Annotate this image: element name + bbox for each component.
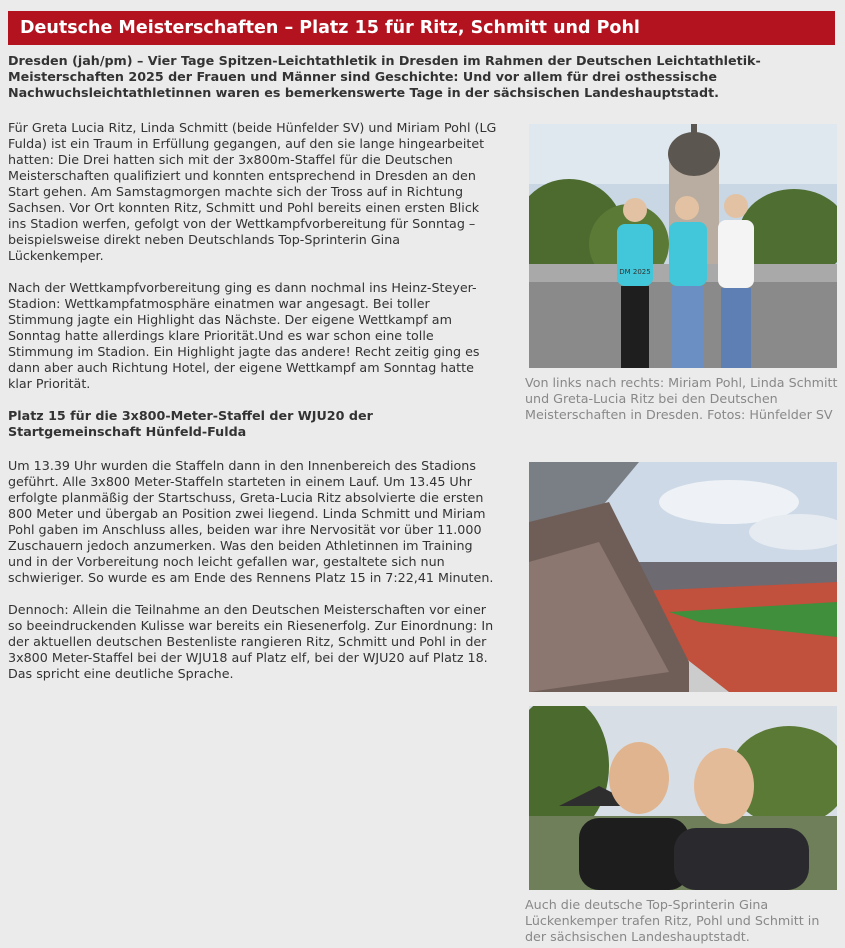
- article-subheading: Platz 15 für die 3x800-Meter-Staffel der WJU20 der Startgemeinschaft Hünfeld-Fulda: [8, 408, 373, 439]
- article-body: [8, 120, 498, 698]
- article-title: Deutsche Meisterschaften – Platz 15 für Ritz, Schmitt und Pohl: [8, 11, 835, 45]
- photo-selfie[interactable]: [529, 706, 837, 890]
- body-paragraph: Um 13.39 Uhr wurden die Staffeln dann in den Innenbereich des Stadions geführt. Alle 3x800 Meter-Staffeln starteten in einem Lauf. Um 13.45 Uhr erfolgte planmäßig der Startschuss, Greta-Lucia Ritz absolvierte die ersten 800 Meter und übergab an Position zwei liegend. Linda Schmitt und Miriam Pohl gaben im Anschluss alles, beiden war ihre Nervosität vor über 11.000 Zuschauern jedoch anzumerken. Was den beiden Athletinnen im Training und in der Vorbereitung noch leicht gefallen war, gestaltete sich nun schwieriger. So wurde es am Ende des Rennens Platz 15 in 7:22,41 Minuten.: [8, 458, 494, 585]
- article-lead: Dresden (jah/pm) – Vier Tage Spitzen-Leichtathletik in Dresden im Rahmen der Deutschen Leichtathletik-Meisterschaften 2025 der Frauen und Männer sind Geschichte: Und vor allem für drei osthessische Nachwuchsleichtathletinnen waren es bemerkenswerte Tage in der sächsischen Landeshauptstadt.: [8, 53, 761, 100]
- photo-caption: Von links nach rechts: Miriam Pohl, Linda Schmitt und Greta-Lucia Ritz bei den Deutschen Meisterschaften in Dresden. Fotos: Hünfelder SV: [525, 375, 838, 422]
- photo-selfie-image: [529, 706, 837, 890]
- body-paragraph: Nach der Wettkampfvorbereitung ging es dann nochmal ins Heinz-Steyer-Stadion: Wettkampfatmosphäre einatmen war angesagt. Bei toller Stimmung jagte ein Highlight das Nächste. Der eigene Wettkampf am Sonntag hatte allerdings klare Priorität.Und es war schon eine tolle Stimmung im Stadion. Ein Highlight jagte das andere! Recht zeitig ging es dann aber auch Richtung Hotel, der eigene Wettkampf am Sonntag hatte klar Priorität.: [8, 280, 480, 391]
- shirt-text: DM 2025: [619, 268, 651, 276]
- body-paragraph: Für Greta Lucia Ritz, Linda Schmitt (beide Hünfelder SV) und Miriam Pohl (LG Fulda) ist ein Traum in Erfüllung gegangen, auf den sie lange hingearbeitet hatten: Die Drei hatten sich mit der 3x800m-Staffel für die Deutschen Meisterschaften qualifiziert und konnten entsprechend in Dresden an den Start gehen. Am Samstagmorgen machte sich der Tross auf in Richtung Sachsen. Vor Ort konnten Ritz, Schmitt und Pohl bereits einen ersten Blick ins Stadion werfen, gefolgt von der Wettkampfvorbereitung für Sonntag – beispielsweise direkt neben Deutschlands Top-Sprinterin Gina Lückenkemper.: [8, 120, 497, 263]
- body-paragraph: Dennoch: Allein die Teilnahme an den Deutschen Meisterschaften vor einer so beeindruckenden Kulisse war bereits ein Riesenerfolg. Zur Einordnung: In der aktuellen deutschen Bestenliste rangieren Ritz, Schmitt und Pohl in der 3x800 Meter-Staffel bei der WJU18 auf Platz elf, bei der WJU20 auf Platz 18. Das spricht eine deutliche Sprache.: [8, 602, 494, 681]
- photo-caption: Auch die deutsche Top-Sprinterin Gina Lückenkemper trafen Ritz, Pohl und Schmitt in der sächsischen Landeshauptstadt.: [525, 897, 820, 944]
- photo-athletes-group[interactable]: [529, 124, 837, 368]
- photo-athletes-group-image: [529, 124, 837, 368]
- photo-stadium[interactable]: [529, 462, 837, 692]
- photo-stadium-image: [529, 462, 837, 692]
